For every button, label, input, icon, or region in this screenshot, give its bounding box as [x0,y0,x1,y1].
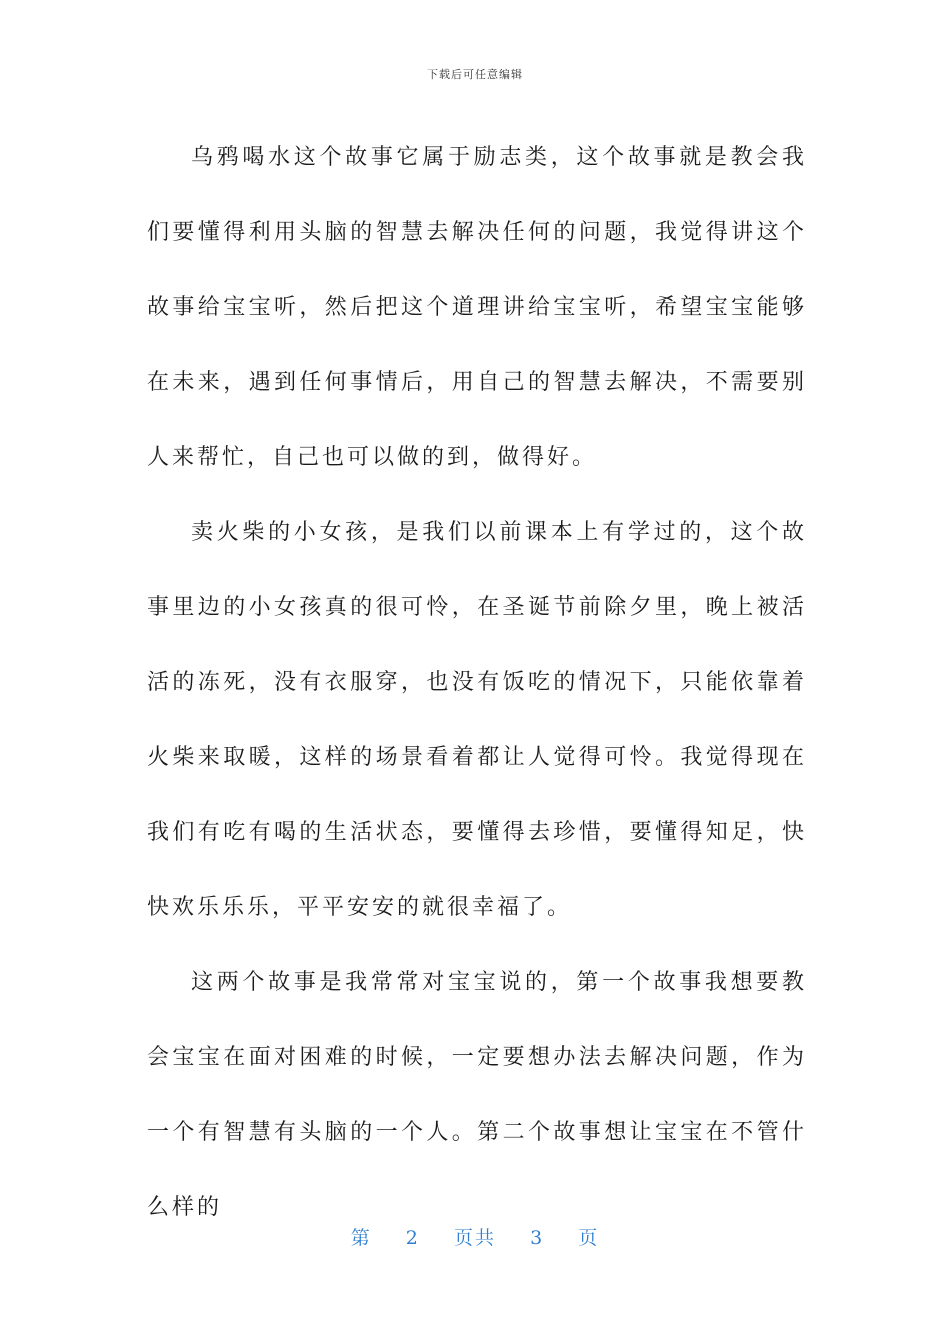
paragraph-1: 乌鸦喝水这个故事它属于励志类，这个故事就是教会我们要懂得利用头脑的智慧去解决任何的问题，我觉得讲这个故事给宝宝听，然后把这个道理讲给宝宝听，希望宝宝能够在未来，遇到任何事情后，用自己的智慧去解决，不需要别人来帮忙，自己也可以做的到，做得好。 [147,145,807,470]
footer-current-page: 2 [405,1227,420,1249]
paragraph-3: 这两个故事是我常常对宝宝说的，第一个故事我想要教会宝宝在面对困难的时候，一定要想办法去解决问题，作为一个有智慧有头脑的一个人。第二个故事想让宝宝在不管什么样的 [147,970,807,1220]
document-body [147,120,807,1245]
paragraph-2: 卖火柴的小女孩，是我们以前课本上有学过的，这个故事里边的小女孩真的很可怜，在圣诞节前除夕里，晚上被活活的冻死，没有衣服穿，也没有饭吃的情况下，只能依靠着火柴来取暖，这样的场景看着都让人觉得可怜。我觉得现在我们有吃有喝的生活状态，要懂得去珍惜，要懂得知足，快快欢乐乐乐，平平安安的就很幸福了。 [147,520,807,920]
page-footer [0,1223,950,1250]
footer-prefix: 第 [350,1227,372,1249]
footer-middle: 页共 [453,1227,496,1249]
footer-total-pages: 3 [530,1227,545,1249]
footer-suffix: 页 [578,1227,600,1249]
header-note: 下载后可任意编辑 [427,68,523,81]
